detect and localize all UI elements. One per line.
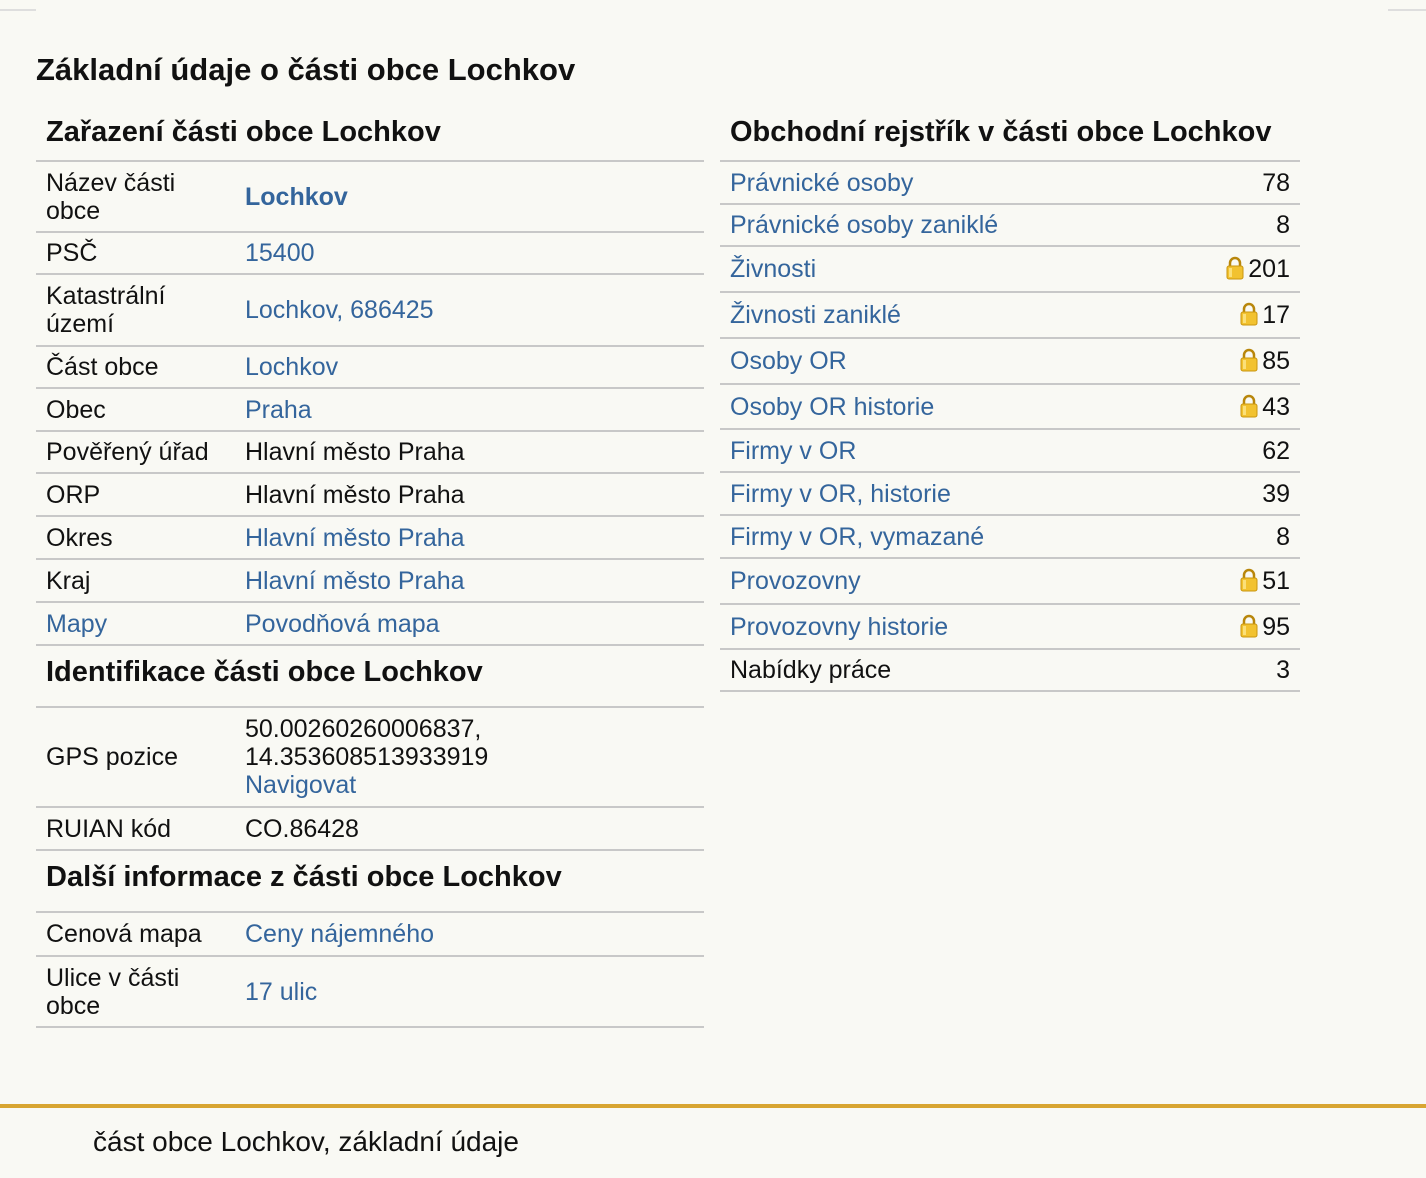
- registry-count: [1168, 246, 1300, 292]
- row-value-link[interactable]: Hlavní město Praha: [235, 516, 704, 559]
- row-label: Pověřený úřad: [36, 431, 235, 473]
- lock-icon: [1239, 568, 1259, 592]
- row-label: Název části obce: [36, 162, 235, 232]
- row-value-link[interactable]: Hlavní město Praha: [235, 559, 704, 602]
- registry-count: [1168, 162, 1300, 204]
- registry-link[interactable]: Provozovny: [720, 558, 1168, 604]
- identifikace-heading: Identifikace části obce Lochkov: [36, 646, 704, 708]
- gps-label: GPS pozice: [36, 708, 235, 807]
- left-column: [36, 110, 704, 1028]
- row-label: Cenová mapa: [36, 913, 235, 956]
- registry-count: [1168, 558, 1300, 604]
- registry-count: [1168, 384, 1300, 429]
- row-label: ORP: [36, 473, 235, 516]
- registry-count: [1168, 604, 1300, 649]
- table-row: [36, 274, 704, 346]
- table-row: [720, 515, 1300, 558]
- count-value: 95: [1262, 612, 1290, 641]
- ruian-value: CO.86428: [235, 807, 704, 850]
- ruian-label: RUIAN kód: [36, 807, 235, 850]
- row-label: PSČ: [36, 232, 235, 274]
- registry-link[interactable]: Osoby OR historie: [720, 384, 1168, 429]
- navigate-link[interactable]: Navigovat: [245, 771, 357, 799]
- table-row: [36, 559, 704, 602]
- registry-count: [1168, 515, 1300, 558]
- table-row: [720, 292, 1300, 338]
- table-row: [36, 232, 704, 274]
- count-value: 78: [1262, 168, 1290, 197]
- row-label: Okres: [36, 516, 235, 559]
- count-value: 85: [1262, 347, 1290, 375]
- table-row: [720, 429, 1300, 472]
- table-row: [36, 431, 704, 473]
- count-value: 43: [1262, 392, 1290, 421]
- registry-label: Nabídky práce: [720, 649, 1168, 691]
- table-row: [720, 204, 1300, 246]
- count-value: 51: [1262, 567, 1290, 595]
- registry-link[interactable]: Živnosti: [720, 246, 1168, 292]
- row-value: Hlavní město Praha: [235, 473, 704, 516]
- row-value-link[interactable]: Povodňová mapa: [235, 602, 704, 645]
- top-divider-right: [1388, 9, 1426, 11]
- count-value: 8: [1276, 522, 1290, 551]
- row-label: Obec: [36, 388, 235, 431]
- table-row: [36, 807, 704, 850]
- table-row: [720, 384, 1300, 429]
- count-value: 17: [1262, 301, 1290, 329]
- row-value-link[interactable]: 15400: [235, 232, 704, 274]
- table-row: [720, 604, 1300, 649]
- lock-icon: [1225, 256, 1245, 280]
- row-label: Část obce: [36, 346, 235, 388]
- row-label: Katastrální území: [36, 274, 235, 346]
- gps-value: [235, 708, 704, 807]
- registry-count: [1168, 429, 1300, 472]
- table-row: [36, 602, 704, 645]
- row-value: Hlavní město Praha: [235, 431, 704, 473]
- table-row: [36, 913, 704, 956]
- table-row: [36, 162, 704, 232]
- footer-caption: část obce Lochkov, základní údaje: [93, 1126, 519, 1157]
- table-row: [36, 708, 704, 807]
- lock-icon: [1239, 302, 1259, 326]
- table-row: [720, 649, 1300, 691]
- registry-link[interactable]: Provozovny historie: [720, 604, 1168, 649]
- right-column: [720, 110, 1300, 692]
- registry-link[interactable]: Firmy v OR, historie: [720, 472, 1168, 515]
- gps-longitude: 14.353608513933919: [245, 743, 489, 771]
- row-value-link[interactable]: Lochkov: [235, 346, 704, 388]
- gps-latitude: 50.00260260006837,: [245, 715, 482, 743]
- row-value-link[interactable]: Ceny nájemného: [235, 913, 704, 956]
- count-value: 8: [1276, 211, 1290, 239]
- table-row: [36, 473, 704, 516]
- row-value-link[interactable]: Praha: [235, 388, 704, 431]
- row-value-link[interactable]: 17 ulic: [235, 956, 704, 1027]
- obchodni-heading: Obchodní rejstřík v části obce Lochkov: [720, 110, 1300, 162]
- obchodni-table: [720, 162, 1300, 692]
- table-row: [720, 162, 1300, 204]
- lock-icon: [1239, 614, 1259, 638]
- count-value: 39: [1262, 479, 1290, 508]
- footer-accent-bar: [0, 1104, 1426, 1108]
- registry-count: [1168, 292, 1300, 338]
- lock-icon: [1239, 394, 1259, 418]
- table-row: [720, 472, 1300, 515]
- lock-icon: [1239, 348, 1259, 372]
- table-row: [36, 956, 704, 1027]
- row-value-link[interactable]: Lochkov, 686425: [235, 274, 704, 346]
- dalsi-table: [36, 913, 704, 1028]
- zarazeni-heading: Zařazení části obce Lochkov: [36, 110, 704, 162]
- table-row: [720, 338, 1300, 384]
- registry-link[interactable]: Firmy v OR, vymazané: [720, 515, 1168, 558]
- row-value-link[interactable]: Lochkov: [235, 162, 704, 232]
- registry-count: [1168, 649, 1300, 691]
- table-row: [720, 246, 1300, 292]
- registry-count: [1168, 338, 1300, 384]
- registry-count: [1168, 204, 1300, 246]
- table-row: [720, 558, 1300, 604]
- registry-link[interactable]: Právnické osoby zaniklé: [720, 204, 1168, 246]
- table-row: [36, 516, 704, 559]
- mapy-link[interactable]: Mapy: [36, 602, 235, 645]
- table-row: [36, 346, 704, 388]
- registry-link[interactable]: Osoby OR: [720, 338, 1168, 384]
- page-title: Základní údaje o části obce Lochkov: [36, 52, 576, 87]
- registry-count: [1168, 472, 1300, 515]
- count-value: 62: [1262, 436, 1290, 465]
- top-divider-left: [0, 9, 36, 11]
- row-label: Ulice v části obce: [36, 956, 235, 1027]
- dalsi-heading: Další informace z části obce Lochkov: [36, 851, 704, 913]
- registry-link[interactable]: Právnické osoby: [720, 162, 1168, 204]
- identifikace-table: [36, 708, 704, 851]
- count-value: 201: [1248, 255, 1290, 283]
- table-row: [36, 388, 704, 431]
- registry-link[interactable]: Firmy v OR: [720, 429, 1168, 472]
- zarazeni-table: [36, 162, 704, 646]
- count-value: 3: [1276, 656, 1290, 684]
- registry-link[interactable]: Živnosti zaniklé: [720, 292, 1168, 338]
- row-label: Kraj: [36, 559, 235, 602]
